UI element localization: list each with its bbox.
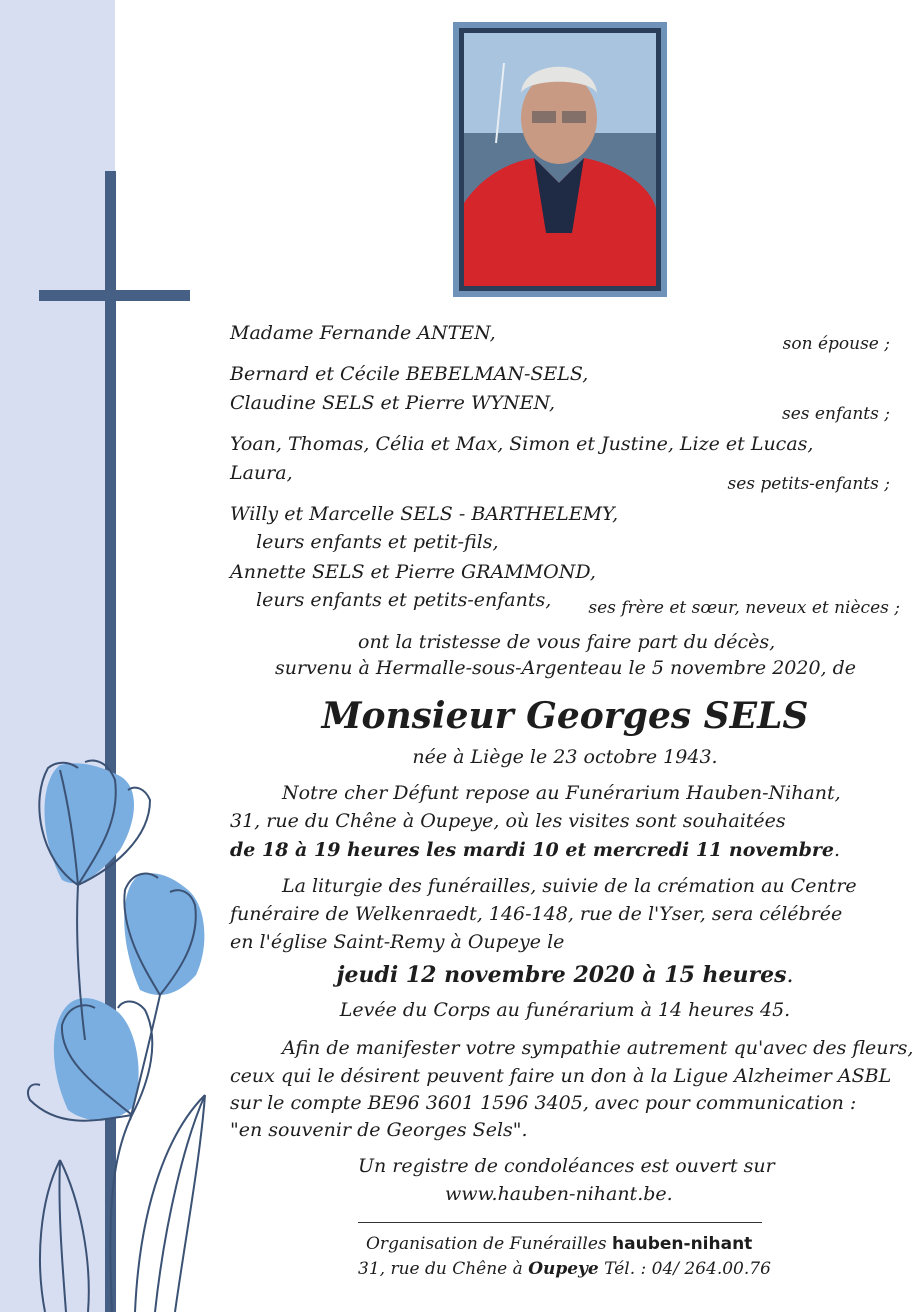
funeral-line-1: La liturgie des funérailles, suivie de la crémation au Centre (282, 875, 857, 897)
levee-info: Levée du Corps au funérarium à 14 heures 45. (339, 999, 791, 1021)
organizer-address: 31, rue du Chêne à (358, 1259, 523, 1279)
organizer-address-line (358, 1258, 771, 1280)
cross-horizontal-bar (39, 290, 190, 301)
spouse-name: Madame Fernande ANTEN, (230, 322, 496, 344)
tulip-flowers-illustration (0, 740, 230, 1312)
children-line-1: Bernard et Cécile BEBELMAN-SELS, (230, 363, 589, 385)
donation-line-4: "en souvenir de Georges Sels". (230, 1119, 528, 1141)
announcement-line-1: ont la tristesse de vous faire part du décès, (358, 631, 776, 653)
organizer-label: Organisation de Funérailles (366, 1234, 607, 1254)
funeral-date (230, 962, 900, 989)
children-relation: ses enfants ; (782, 404, 890, 424)
spouse-relation: son épouse ; (782, 334, 890, 354)
donation-line-1: Afin de manifester votre sympathie autrement qu'avec des fleurs, (282, 1037, 914, 1059)
condolences-website[interactable]: www.hauben-nihant.be. (445, 1183, 673, 1205)
portrait-photo-frame (453, 22, 667, 297)
funeral-date-end: . (786, 963, 794, 988)
donation-line-3: sur le compte BE96 3601 1596 3405, avec pour communication : (230, 1092, 857, 1114)
grandchildren-line-2: Laura, (230, 462, 293, 484)
visitation-hours-bold: de 18 à 19 heures les mardi 10 et mercredi 11 novembre (230, 839, 834, 861)
organizer-brand-logo: hauben-nihant (612, 1234, 753, 1254)
siblings-line-4: leurs enfants et petits-enfants, (256, 589, 552, 611)
announcement-line-2: survenu à Hermalle-sous-Argenteau le 5 novembre 2020, de (275, 657, 857, 679)
funeral-date-bold: jeudi 12 novembre 2020 à 15 heures (336, 962, 787, 988)
organizer-phone: Tél. : 04/ 264.00.76 (604, 1259, 771, 1279)
grandchildren-relation: ses petits-enfants ; (727, 474, 890, 494)
funeral-line-3: en l'église Saint-Remy à Oupeye le (230, 931, 565, 953)
grandchildren-line-1: Yoan, Thomas, Célia et Max, Simon et Justine, Lize et Lucas, (230, 433, 814, 455)
portrait-photo (459, 28, 661, 291)
siblings-relation: ses frère et sœur, neveux et nièces ; (588, 598, 900, 618)
visitation-line-1: Notre cher Défunt repose au Funérarium Hauben-Nihant, (282, 782, 841, 804)
visitation-line-2: 31, rue du Chêne à Oupeye, où les visites sont souhaitées (230, 810, 786, 832)
organizer-divider (358, 1222, 762, 1223)
visitation-hours (230, 839, 840, 861)
organizer-town: Oupeye (528, 1259, 599, 1279)
birth-info: née à Liège le 23 octobre 1943. (412, 746, 718, 768)
siblings-line-2: leurs enfants et petit-fils, (256, 531, 499, 553)
visitation-hours-end: . (834, 839, 841, 861)
condolences-line-1: Un registre de condoléances est ouvert sur (358, 1155, 775, 1177)
donation-line-2: ceux qui le désirent peuvent faire un don à la Ligue Alzheimer ASBL (230, 1065, 892, 1087)
organizer-line (366, 1233, 752, 1255)
funeral-line-2: funéraire de Welkenraedt, 146-148, rue de l'Yser, sera célébrée (230, 903, 843, 925)
children-line-2: Claudine SELS et Pierre WYNEN, (230, 392, 555, 414)
siblings-line-1: Willy et Marcelle SELS - BARTHELEMY, (230, 503, 619, 525)
siblings-line-3: Annette SELS et Pierre GRAMMOND, (230, 561, 596, 583)
deceased-name: Monsieur Georges SELS (321, 695, 809, 737)
